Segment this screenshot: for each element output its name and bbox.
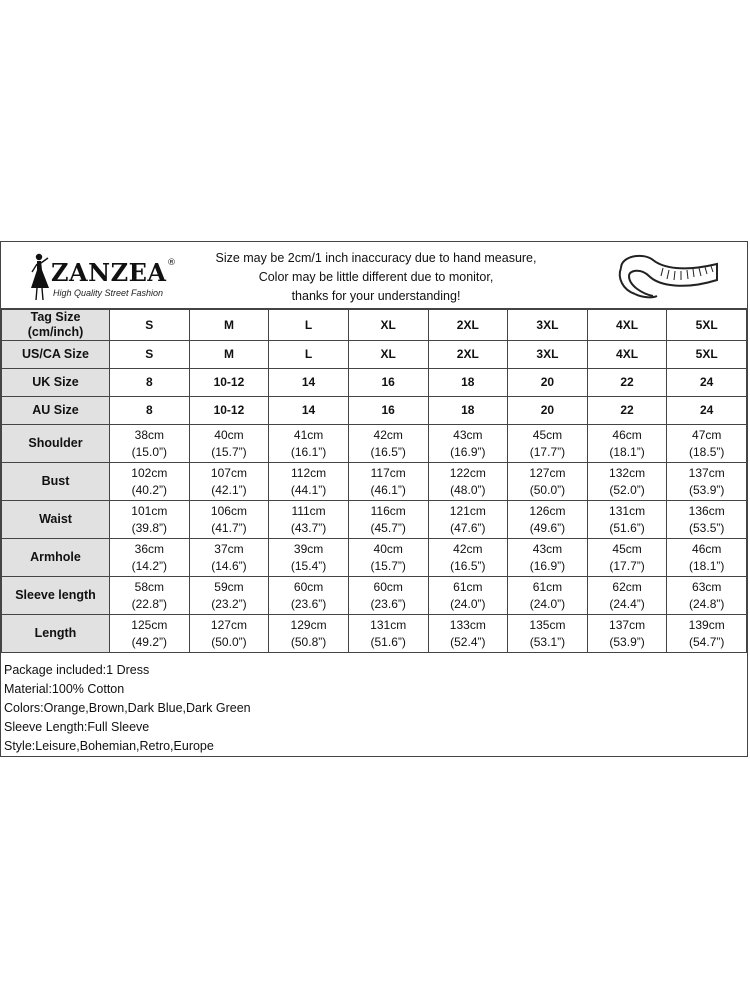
table-cell: 4XL [587, 310, 667, 341]
notice-line: Size may be 2cm/1 inch inaccuracy due to hand measure, [215, 251, 537, 265]
table-cell [508, 577, 588, 615]
table-cell: 24 [667, 369, 747, 397]
table-cell [348, 425, 428, 463]
measure-cm: 131cm [370, 617, 407, 632]
table-cell [508, 615, 588, 653]
row-label-length: Length [2, 615, 110, 653]
table-row [2, 501, 747, 539]
measure-cm: 117cm [370, 465, 406, 480]
table-cell [428, 577, 508, 615]
measure-inch: (15.7”) [370, 558, 406, 573]
measure-inch: (48.0”) [450, 482, 486, 497]
table-cell: 2XL [428, 341, 508, 369]
measure-inch: (49.2”) [131, 634, 167, 649]
measure-cm: 132cm [609, 465, 646, 480]
table-cell [110, 501, 190, 539]
table-cell [189, 501, 269, 539]
table-cell [110, 577, 190, 615]
measure-inch: (16.5”) [370, 444, 406, 459]
measurement-notice [196, 249, 556, 306]
table-cell: S [110, 310, 190, 341]
table-cell [587, 577, 667, 615]
info-line: Sleeve Length:Full Sleeve [4, 720, 150, 734]
table-cell [348, 539, 428, 577]
table-cell: 8 [110, 397, 190, 425]
row-label-sleeve-length: Sleeve length [2, 577, 110, 615]
measure-cm: 43cm [453, 427, 483, 442]
row-label-armhole: Armhole [2, 539, 110, 577]
measure-inch: (14.6”) [211, 558, 247, 573]
measure-cm: 42cm [453, 541, 483, 556]
measure-cm: 60cm [293, 579, 324, 594]
measure-inch: (18.5”) [689, 444, 725, 459]
table-cell: 10-12 [189, 397, 269, 425]
table-cell: L [269, 310, 349, 341]
measure-cm: 59cm [214, 579, 244, 594]
table-cell: 4XL [587, 341, 667, 369]
table-cell [508, 425, 588, 463]
measure-inch: (40.2”) [131, 482, 167, 497]
table-cell [348, 501, 428, 539]
measure-inch: (24.4”) [609, 596, 645, 611]
table-cell: 3XL [508, 310, 588, 341]
table-cell [667, 463, 747, 501]
row-label-tag-size [2, 310, 110, 341]
measure-cm: 133cm [449, 617, 486, 632]
table-cell [587, 615, 667, 653]
measure-inch: (16.5”) [450, 558, 486, 573]
info-line: Package included:1 Dress [4, 663, 150, 677]
table-cell: 2XL [428, 310, 508, 341]
row-label-text: Tag Size [30, 310, 81, 324]
table-cell [269, 501, 349, 539]
measure-cm: 106cm [210, 503, 247, 518]
measure-inch: (50.0”) [529, 482, 566, 497]
measure-cm: 40cm [373, 541, 403, 556]
measure-inch: (24.8”) [689, 596, 725, 611]
table-cell: 18 [428, 397, 508, 425]
measure-inch: (50.8”) [290, 634, 327, 649]
measure-cm: 36cm [134, 541, 164, 556]
table-row [2, 369, 747, 397]
measure-inch: (53.9”) [689, 482, 725, 497]
measure-inch: (17.7”) [529, 444, 566, 459]
table-cell [189, 539, 269, 577]
row-label-waist: Waist [2, 501, 110, 539]
table-row [2, 615, 747, 653]
table-cell: M [189, 310, 269, 341]
measure-inch: (43.7”) [290, 520, 327, 535]
measure-cm: 112cm [290, 465, 327, 480]
brand-logo [29, 250, 199, 302]
measure-inch: (46.1”) [370, 482, 406, 497]
measure-cm: 121cm [449, 503, 486, 518]
row-label-bust: Bust [2, 463, 110, 501]
table-row [2, 463, 747, 501]
table-cell: XL [348, 310, 428, 341]
measure-inch: (22.8”) [131, 596, 167, 611]
registered-mark: ® [167, 258, 176, 268]
table-cell [428, 425, 508, 463]
table-cell [110, 539, 190, 577]
table-cell: 18 [428, 369, 508, 397]
measure-cm: 40cm [214, 427, 244, 442]
table-cell [348, 615, 428, 653]
measure-cm: 135cm [529, 617, 566, 632]
measure-cm: 107cm [210, 465, 247, 480]
measure-inch: (49.6”) [529, 520, 566, 535]
measure-inch: (45.7”) [370, 520, 406, 535]
table-cell: 14 [269, 397, 349, 425]
table-cell [428, 501, 508, 539]
table-cell [428, 539, 508, 577]
measure-inch: (24.0”) [450, 596, 486, 611]
measure-cm: 126cm [529, 503, 566, 518]
measure-cm: 61cm [453, 579, 483, 594]
table-row [2, 310, 747, 341]
table-cell: 16 [348, 369, 428, 397]
measure-inch: (47.6”) [450, 520, 486, 535]
brand-name: ZANZEA [51, 258, 167, 287]
table-cell: M [189, 341, 269, 369]
measure-cm: 43cm [532, 541, 563, 556]
table-cell [667, 577, 747, 615]
table-cell [508, 463, 588, 501]
measure-cm: 61cm [532, 579, 563, 594]
table-cell: 5XL [667, 310, 747, 341]
product-info [1, 661, 747, 756]
table-cell [269, 539, 349, 577]
measure-cm: 127cm [210, 617, 247, 632]
notice-line: Color may be little different due to monitor, [258, 270, 494, 284]
measure-inch: (23.2”) [211, 596, 247, 611]
table-row [2, 577, 747, 615]
measure-inch: (23.6”) [290, 596, 327, 611]
measure-inch: (17.7”) [609, 558, 645, 573]
measure-cm: 111cm [291, 503, 326, 518]
measure-cm: 101cm [131, 503, 168, 518]
table-cell: 14 [269, 369, 349, 397]
info-line: Colors:Orange,Brown,Dark Blue,Dark Green [4, 701, 251, 715]
measure-cm: 42cm [373, 427, 403, 442]
table-cell: 24 [667, 397, 747, 425]
table-cell [110, 615, 190, 653]
table-cell: 22 [587, 369, 667, 397]
table-cell [189, 425, 269, 463]
table-cell [189, 577, 269, 615]
measure-inch: (41.7”) [211, 520, 247, 535]
measure-inch: (44.1”) [290, 482, 327, 497]
table-cell [110, 425, 190, 463]
measure-inch: (16.9”) [450, 444, 486, 459]
table-cell: S [110, 341, 190, 369]
dress-figure-icon [29, 252, 51, 302]
table-row [2, 341, 747, 369]
size-table [1, 309, 747, 653]
table-cell [269, 577, 349, 615]
measure-inch: (39.8”) [131, 520, 167, 535]
measure-cm: 39cm [293, 541, 324, 556]
measure-cm: 102cm [131, 465, 168, 480]
table-cell [587, 501, 667, 539]
table-cell: 20 [508, 397, 588, 425]
row-label-shoulder: Shoulder [2, 425, 110, 463]
measuring-tape-icon [613, 246, 723, 306]
measure-inch: (51.6”) [609, 520, 645, 535]
table-row [2, 539, 747, 577]
measure-inch: (53.1”) [529, 634, 566, 649]
table-cell [508, 501, 588, 539]
row-label-us-ca-size: US/CA Size [2, 341, 110, 369]
measure-inch: (42.1”) [211, 482, 247, 497]
brand-tagline: High Quality Street Fashion [53, 288, 164, 298]
row-label-uk-size: UK Size [2, 369, 110, 397]
measure-inch: (52.0”) [609, 482, 645, 497]
measure-cm: 58cm [134, 579, 164, 594]
table-cell: 5XL [667, 341, 747, 369]
measure-cm: 37cm [214, 541, 244, 556]
measure-cm: 137cm [688, 465, 725, 480]
measure-inch: (15.0”) [131, 444, 167, 459]
measure-cm: 136cm [688, 503, 725, 518]
measure-cm: 46cm [612, 427, 642, 442]
measure-cm: 46cm [692, 541, 722, 556]
table-cell [508, 539, 588, 577]
table-cell [110, 463, 190, 501]
table-cell: 22 [587, 397, 667, 425]
measure-inch: (14.2”) [131, 558, 167, 573]
measure-cm: 129cm [290, 617, 327, 632]
table-cell [667, 425, 747, 463]
size-chart-header [1, 242, 747, 309]
table-cell [189, 615, 269, 653]
measure-inch: (18.1”) [689, 558, 725, 573]
table-cell [587, 463, 667, 501]
measurement-rows [2, 425, 747, 653]
measure-inch: (18.1”) [609, 444, 645, 459]
measure-inch: (54.7”) [689, 634, 725, 649]
measure-inch: (15.7”) [211, 444, 247, 459]
measure-inch: (51.6”) [370, 634, 406, 649]
table-cell [587, 425, 667, 463]
measure-cm: 47cm [692, 427, 722, 442]
table-cell: 3XL [508, 341, 588, 369]
table-cell: L [269, 341, 349, 369]
measure-inch: (53.5”) [689, 520, 725, 535]
measure-cm: 62cm [612, 579, 642, 594]
table-cell [269, 463, 349, 501]
measure-cm: 139cm [688, 617, 725, 632]
measure-inch: (52.4”) [450, 634, 486, 649]
table-cell [269, 615, 349, 653]
measure-inch: (15.4”) [290, 558, 327, 573]
size-chart-sheet [0, 241, 748, 757]
table-cell: 20 [508, 369, 588, 397]
measure-inch: (50.0”) [211, 634, 247, 649]
measure-cm: 127cm [529, 465, 566, 480]
measure-cm: 125cm [131, 617, 168, 632]
info-line: Style:Leisure,Bohemian,Retro,Europe [4, 739, 214, 753]
table-cell [348, 577, 428, 615]
measure-inch: (24.0”) [529, 596, 566, 611]
table-cell: XL [348, 341, 428, 369]
table-cell [189, 463, 269, 501]
measure-cm: 45cm [612, 541, 642, 556]
measure-inch: (16.9”) [529, 558, 566, 573]
measure-cm: 38cm [134, 427, 164, 442]
measure-cm: 116cm [370, 503, 406, 518]
measure-inch: (23.6”) [370, 596, 406, 611]
table-cell [667, 539, 747, 577]
measure-cm: 131cm [609, 503, 646, 518]
measure-cm: 137cm [609, 617, 646, 632]
measure-inch: (53.9”) [609, 634, 645, 649]
table-cell [587, 539, 667, 577]
table-cell [667, 501, 747, 539]
row-label-text: (cm/inch) [27, 325, 84, 339]
table-cell [348, 463, 428, 501]
info-line: Material:100% Cotton [4, 682, 125, 696]
table-row [2, 425, 747, 463]
measure-cm: 41cm [293, 427, 324, 442]
measure-cm: 45cm [532, 427, 563, 442]
row-label-au-size: AU Size [2, 397, 110, 425]
table-cell [667, 615, 747, 653]
table-cell [269, 425, 349, 463]
measure-cm: 63cm [692, 579, 722, 594]
table-cell: 10-12 [189, 369, 269, 397]
notice-line: thanks for your understanding! [291, 289, 461, 303]
table-row [2, 397, 747, 425]
measure-cm: 122cm [449, 465, 486, 480]
measure-inch: (16.1”) [290, 444, 327, 459]
table-cell [428, 615, 508, 653]
table-cell [428, 463, 508, 501]
table-cell: 8 [110, 369, 190, 397]
table-cell: 16 [348, 397, 428, 425]
measure-cm: 60cm [373, 579, 403, 594]
